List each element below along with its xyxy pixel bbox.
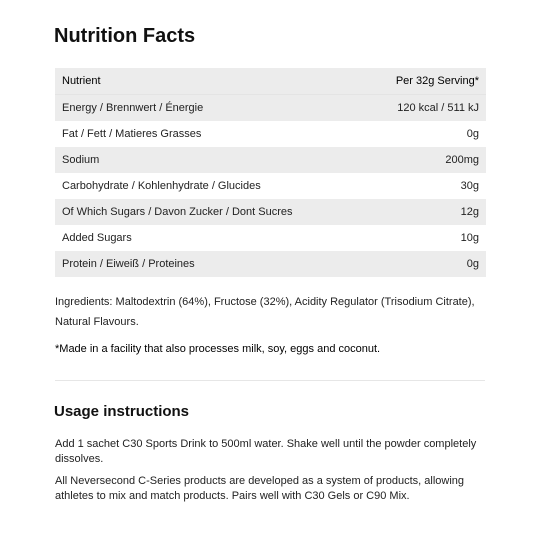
table-row	[55, 199, 486, 225]
ingredients-text: Ingredients: Maltodextrin (64%), Fructose (32%), Acidity Regulator (Trisodium Citrate), Natural Flavours.	[55, 296, 475, 328]
table-row	[55, 147, 486, 173]
allergen-note: *Made in a facility that also processes milk, soy, eggs and coconut.	[55, 343, 381, 355]
page-title: Nutrition Facts	[54, 25, 196, 47]
column-header-serving: Per 32g Serving*	[363, 68, 486, 95]
nutrient-name: Added Sugars	[62, 232, 132, 244]
table-row	[55, 225, 486, 251]
nutrient-name: Protein / Eiweiß / Proteines	[55, 251, 363, 277]
nutrient-name: Carbohydrate / Kohlenhydrate / Glucides	[62, 180, 261, 192]
usage-paragraph: Add 1 sachet C30 Sports Drink to 500ml water. Shake well until the powder completely dissolves.	[55, 438, 477, 465]
nutrient-name: Energy / Brennwert / Énergie	[55, 95, 363, 122]
table-row	[55, 121, 486, 147]
nutrition-facts-table	[55, 68, 486, 277]
table-row	[55, 95, 486, 122]
nutrient-value: 0g	[466, 128, 479, 140]
nutrient-value: 30g	[460, 180, 479, 192]
nutrient-name: Fat / Fett / Matieres Grasses	[62, 128, 202, 140]
table-header-row	[55, 68, 486, 95]
section-divider	[55, 380, 485, 381]
nutrient-value: 12g	[363, 199, 486, 225]
nutrient-value: 0g	[363, 251, 486, 277]
table-row	[55, 173, 486, 199]
nutrient-value: 120 kcal / 511 kJ	[363, 95, 486, 122]
nutrient-name: Sodium	[55, 147, 363, 173]
nutrient-name: Of Which Sugars / Davon Zucker / Dont Sucres	[55, 199, 363, 225]
column-header-nutrient: Nutrient	[55, 68, 363, 95]
table-row	[55, 251, 486, 277]
nutrient-value: 10g	[460, 232, 479, 244]
usage-instructions-heading: Usage instructions	[54, 403, 190, 420]
usage-paragraph: All Neversecond C-Series products are developed as a system of products, allowing athletes to mix and match products. Pairs well with C30 Gels or C90 Mix.	[55, 475, 465, 502]
nutrient-value: 200mg	[363, 147, 486, 173]
